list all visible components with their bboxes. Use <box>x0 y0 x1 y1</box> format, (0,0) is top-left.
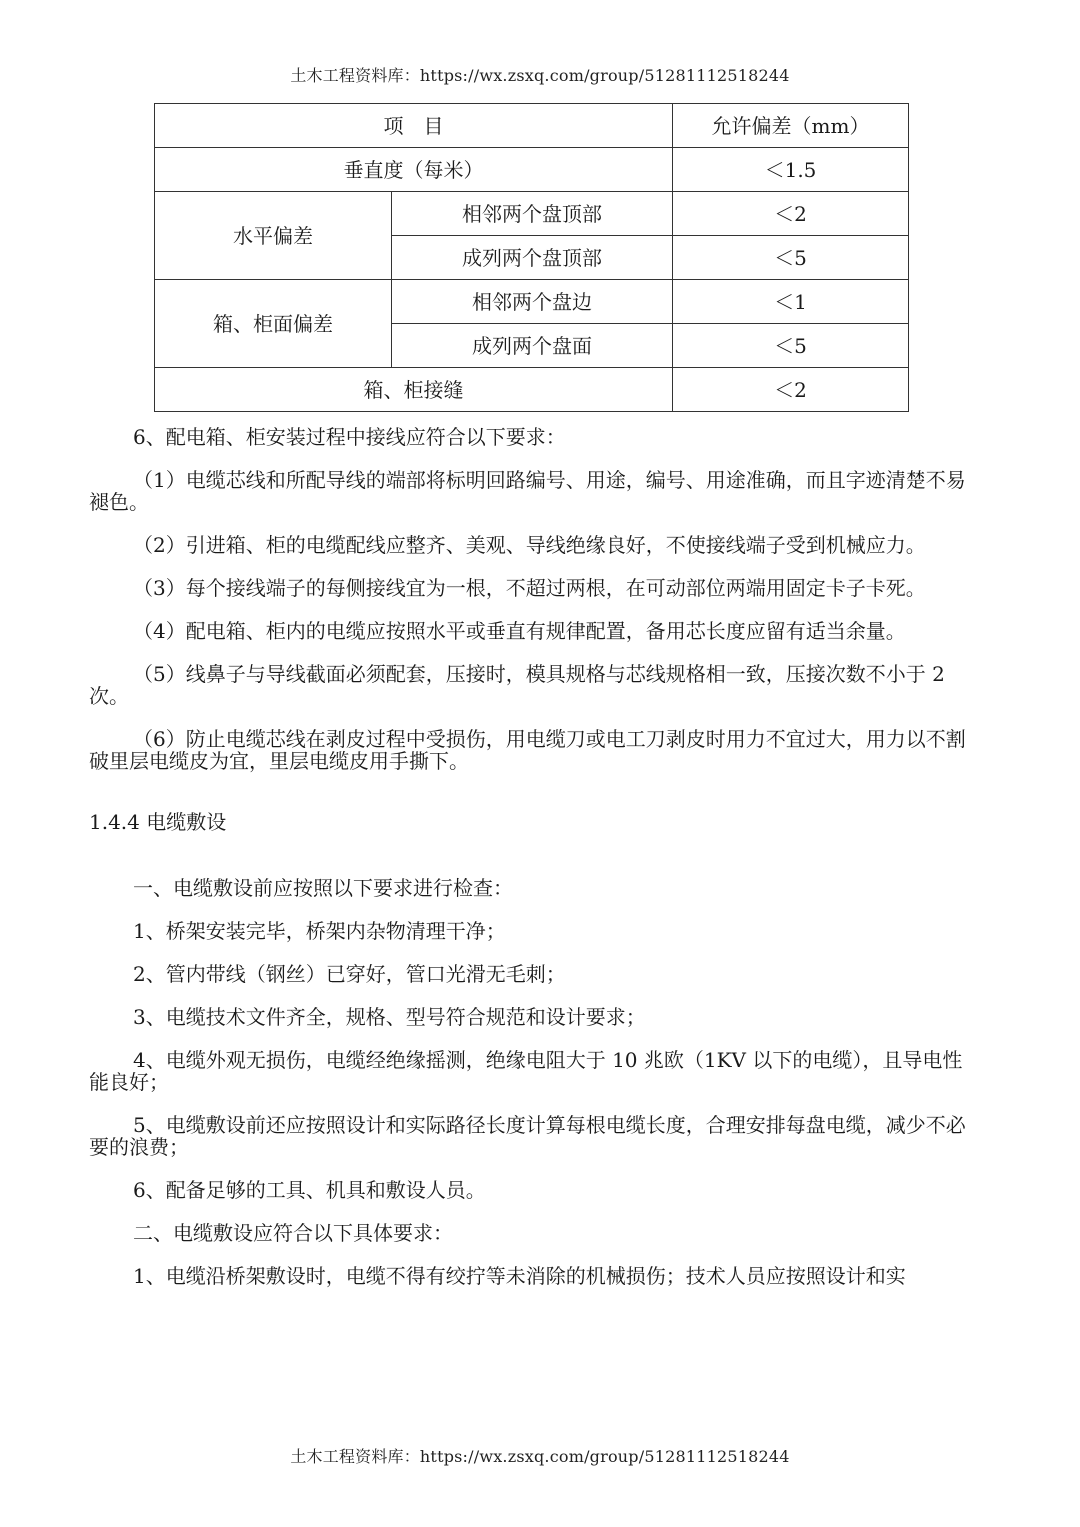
header-tolerance: 允许偏差（mm） <box>673 104 909 148</box>
paragraph: （6）防止电缆芯线在剥皮过程中受损伤，用电缆刀或电工刀剥皮时用力不宜过大，用力以不割破里层电缆皮为宜，里层电缆皮用手撕下。 <box>89 727 966 773</box>
page-footer: 土木工程资料库：https://wx.zsxq.com/group/51281112518244 <box>290 1447 790 1466</box>
paragraph: 6、配电箱、柜安装过程中接线应符合以下要求： <box>133 425 566 449</box>
row-sublabel: 成列两个盘顶部 <box>392 236 673 280</box>
row-value: ＜2 <box>673 368 909 412</box>
table-header-row <box>155 104 909 148</box>
paragraph: 二、电缆敷设应符合以下具体要求： <box>133 1221 453 1245</box>
paragraph: 1、电缆沿桥架敷设时，电缆不得有绞拧等未消除的机械损伤；技术人员应按照设计和实 <box>133 1264 906 1288</box>
paragraph: 5、电缆敷设前还应按照设计和实际路径长度计算每根电缆长度，合理安排每盘电缆，减少不必要的浪费； <box>89 1113 966 1159</box>
paragraph: 1、桥架安装完毕，桥架内杂物清理干净； <box>133 919 506 943</box>
row-value: ＜1 <box>673 280 909 324</box>
table-row <box>155 148 909 192</box>
row-value: ＜5 <box>673 324 909 368</box>
paragraph: 4、电缆外观无损伤，电缆经绝缘摇测，绝缘电阻大于 10 兆欧（1KV 以下的电缆），且导电性能良好； <box>89 1048 963 1094</box>
table-row <box>155 368 909 412</box>
paragraph: （3）每个接线端子的每侧接线宜为一根，不超过两根，在可动部位两端用固定卡子卡死。 <box>133 576 926 600</box>
row-label: 箱、柜接缝 <box>155 368 673 412</box>
page-header: 土木工程资料库：https://wx.zsxq.com/group/51281112518244 <box>290 66 790 85</box>
group-label: 水平偏差 <box>155 192 392 280</box>
paragraph: （1）电缆芯线和所配导线的端部将标明回路编号、用途，编号、用途准确，而且字迹清楚不易褪色。 <box>89 468 966 514</box>
document-body <box>89 426 979 1308</box>
row-value: ＜5 <box>673 236 909 280</box>
paragraph: 3、电缆技术文件齐全，规格、型号符合规范和设计要求； <box>133 1005 646 1029</box>
paragraph: 一、电缆敷设前应按照以下要求进行检查： <box>133 876 513 900</box>
group-label: 箱、柜面偏差 <box>155 280 392 368</box>
table-row <box>155 280 909 324</box>
paragraph: （5）线鼻子与导线截面必须配套，压接时，模具规格与芯线规格相一致，压接次数不小于 2 次。 <box>89 662 945 708</box>
row-value: ＜1.5 <box>673 148 909 192</box>
header-item: 项 目 <box>155 104 673 148</box>
row-sublabel: 相邻两个盘顶部 <box>392 192 673 236</box>
row-label: 垂直度（每米） <box>155 148 673 192</box>
row-value: ＜2 <box>673 192 909 236</box>
paragraph: （2）引进箱、柜的电缆配线应整齐、美观、导线绝缘良好，不使接线端子受到机械应力。 <box>133 533 926 557</box>
tolerance-table <box>154 103 909 412</box>
table-row <box>155 192 909 236</box>
section-title: 1.4.4 电缆敷设 <box>89 810 227 834</box>
row-sublabel: 相邻两个盘边 <box>392 280 673 324</box>
row-sublabel: 成列两个盘面 <box>392 324 673 368</box>
paragraph: 6、配备足够的工具、机具和敷设人员。 <box>133 1178 486 1202</box>
paragraph: 2、管内带线（钢丝）已穿好，管口光滑无毛刺； <box>133 962 566 986</box>
paragraph: （4）配电箱、柜内的电缆应按照水平或垂直有规律配置，备用芯长度应留有适当余量。 <box>133 619 906 643</box>
